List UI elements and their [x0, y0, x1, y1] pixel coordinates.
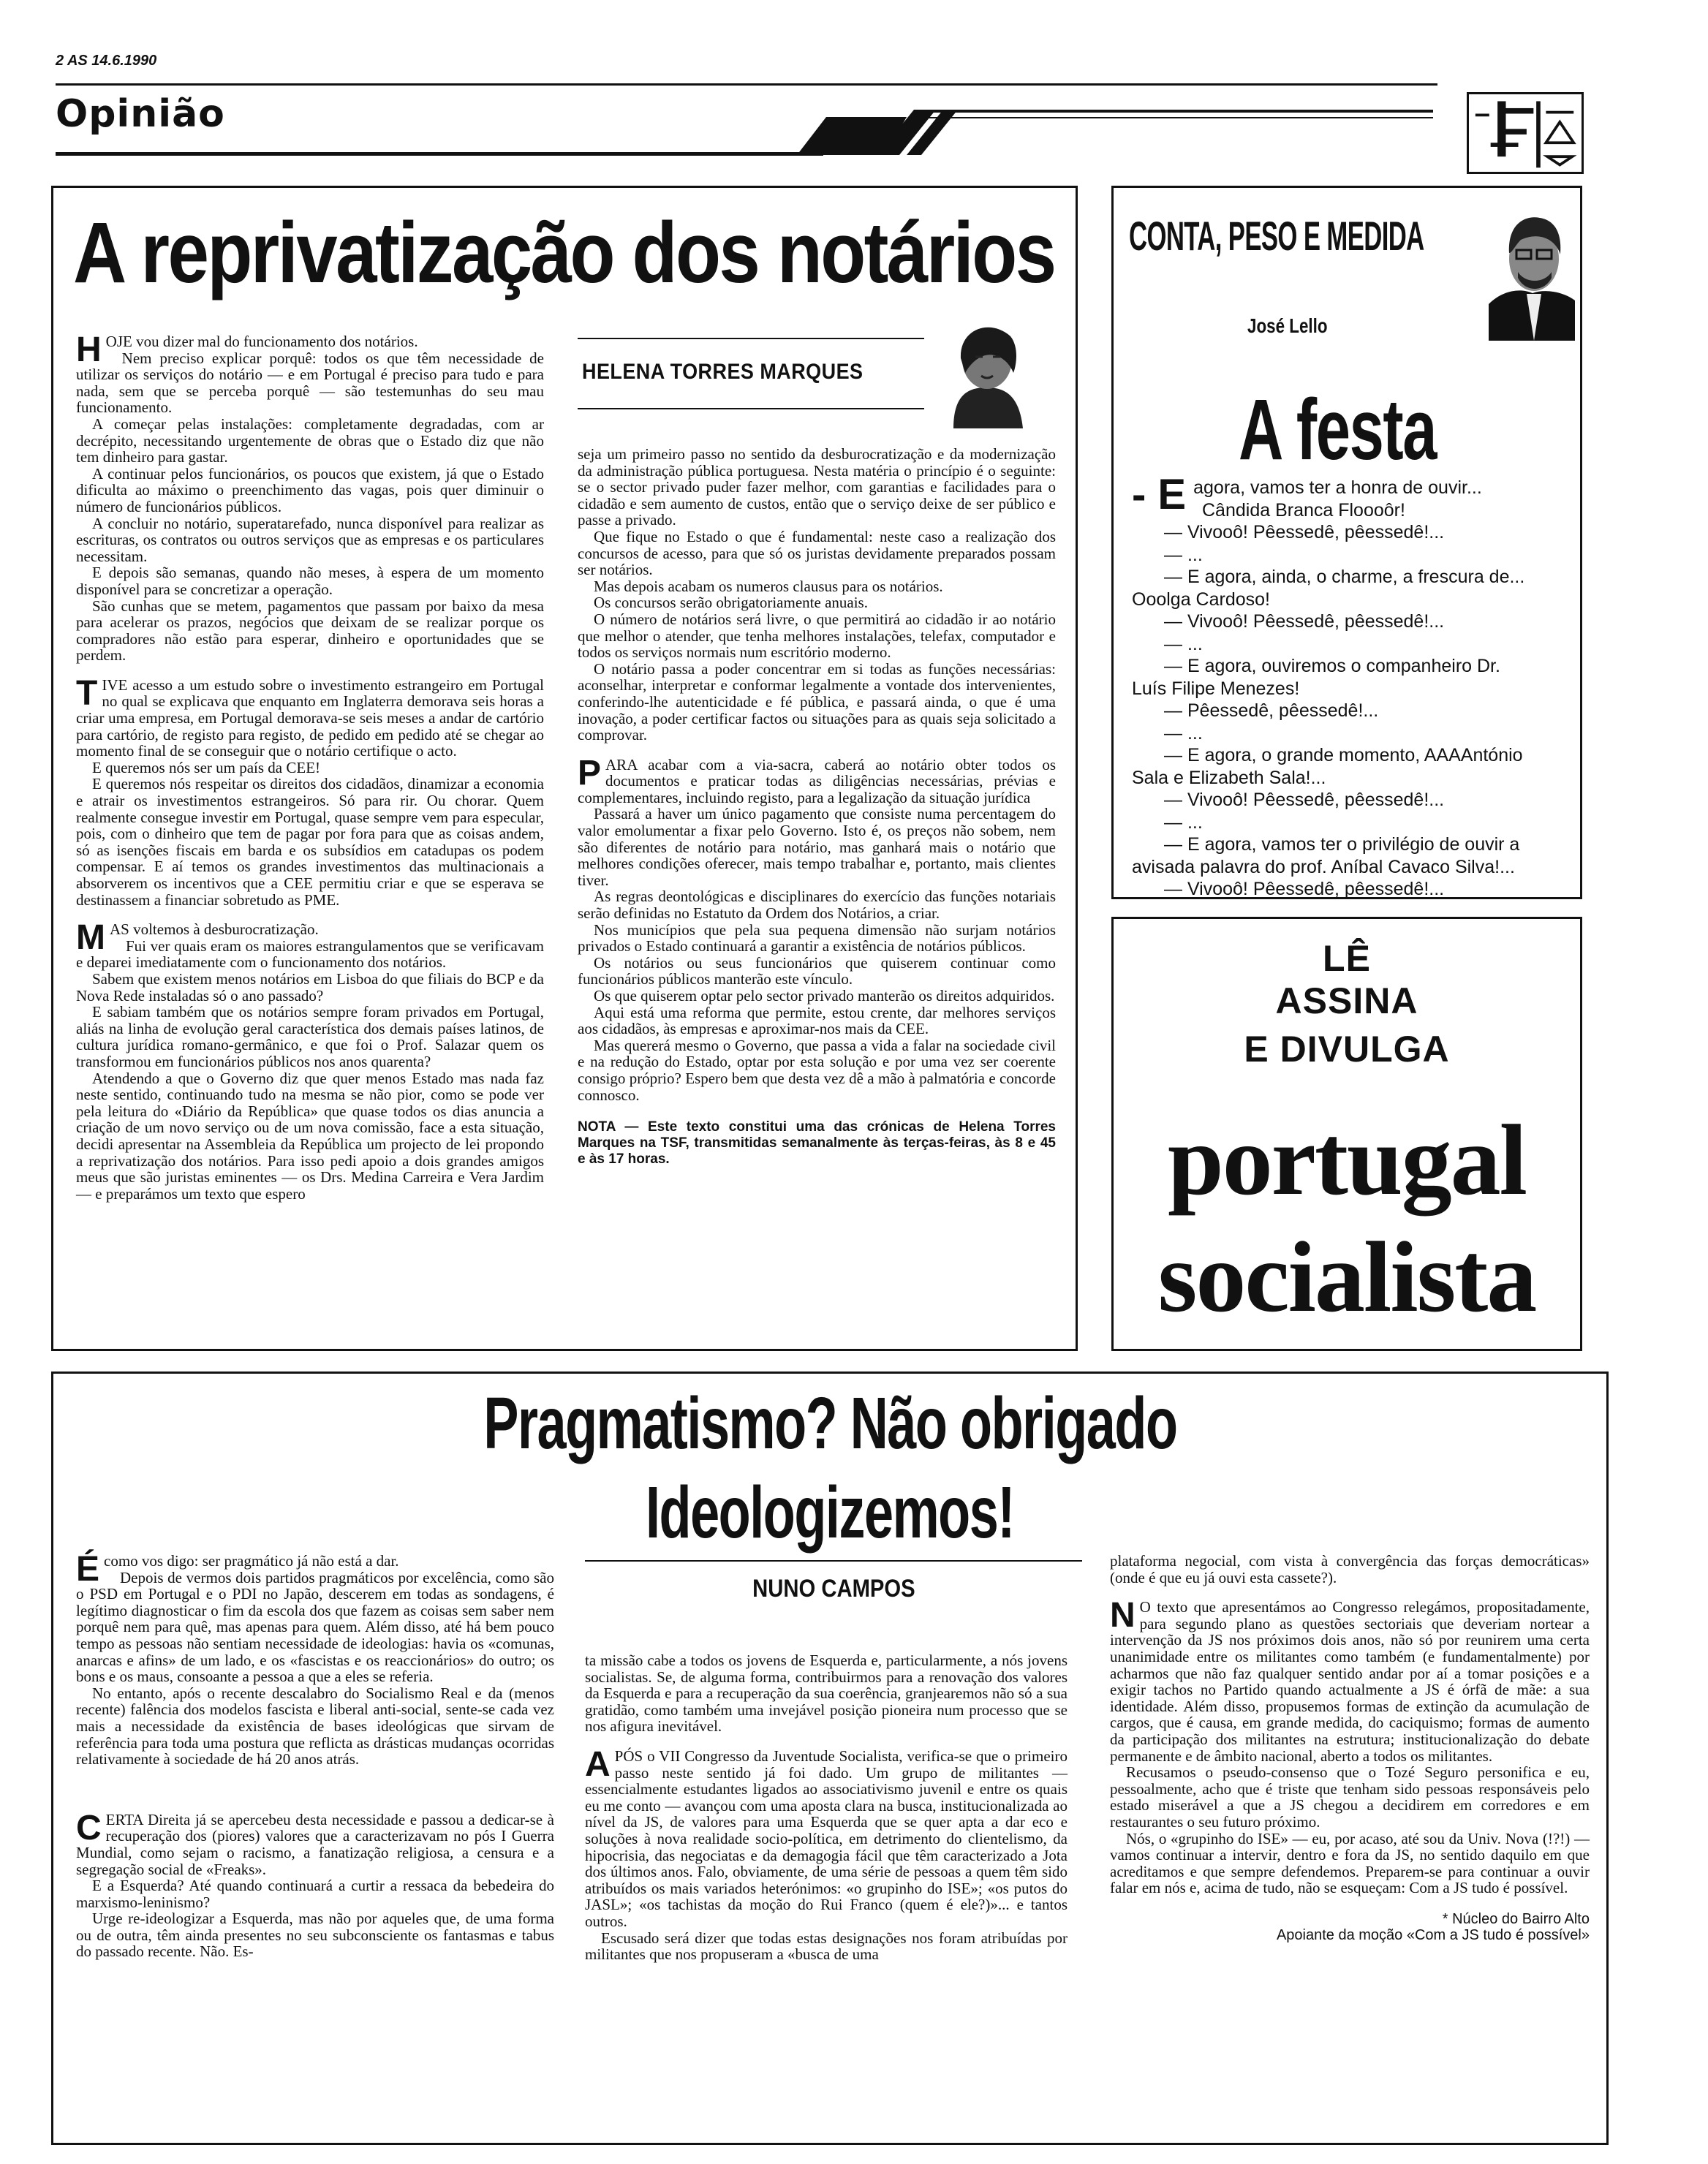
paragraph [76, 466, 544, 515]
paragraph [76, 564, 544, 597]
column-body-line [1132, 744, 1578, 767]
paragraph-text: ARA acabar com a via-sacra, caberá ao notário obter todos os documentos e praticar todas as diligências necessárias, prévias e complementares, incluindo registo, para a legalização da situação jurídica [578, 755, 1056, 806]
line-text: — ... [1164, 812, 1203, 833]
article-bottom-byline: NUNO CAMPOS [752, 1575, 915, 1603]
paragraph-text: E queremos nós ser um país da CEE! [92, 758, 321, 776]
paragraph [585, 1744, 1068, 1930]
paragraph-text: O número de notários será livre, o que permitirá ao cidadão ir ao notário que melhor o atender, que tenha melhores instalações, telefax, computador e todos os serviços normais num escritório moderno. [578, 610, 1056, 662]
paragraph [578, 888, 1056, 921]
paragraph-text: A concluir no notário, superatarefado, nunca disponível para realizar as escrituras, os contratos ou outros serviços que as empresas e os particulares necessitam. [76, 514, 544, 565]
paragraph [585, 1930, 1068, 1963]
column-headline: A festa [1239, 382, 1437, 478]
issue-date: 2 AS 14.6.1990 [56, 53, 157, 69]
paragraph [76, 598, 544, 664]
paragraph [76, 1910, 554, 1960]
line-text: — E agora, ouviremos o companheiro Dr. [1164, 656, 1500, 676]
paragraph [76, 1877, 554, 1910]
article-main-byline: HELENA TORRES MARQUES [582, 360, 864, 384]
paragraph-text: ta missão cabe a todos os jovens de Esquerda e, particularmente, a nós jovens socialistas. Se, de alguma forma, contribuirmos para a renovação dos valores da Esquerda e para a recuperação da sua coerência, granjearemos não só a sua gratidão, como também uma invejável posição pioneira num processo que se nos afigura inevitável. [585, 1652, 1068, 1736]
line-text: — Vivooô! Pêessedê, pêessedê!... [1164, 790, 1445, 810]
line-text: — ... [1164, 633, 1203, 654]
paragraph [578, 661, 1056, 744]
paragraph-text: Passará a haver um único pagamento que consiste numa percentagem do valor emolumentar a fixar pelo Governo. Isto é, os preços não sobem, nem são diferentes de notário para notário, mas ganhará mais o notário que melhores condições oferecer, mais tempo trabalhar e, portanto, mais clientes tiver. [578, 805, 1056, 889]
line-text: Luís Filipe Menezes! [1132, 678, 1300, 699]
paragraph-text: Os notários ou seus funcionários que quiserem continuar como funcionários públicos manterão este vínculo. [578, 953, 1056, 988]
drop-cap: M [76, 918, 105, 958]
line-text: — Pêessedê, pêessedê!... [1164, 700, 1379, 721]
column-body-line [1132, 812, 1578, 834]
line-text: Cândida Branca Floooôr! [1202, 499, 1405, 521]
paragraph-text: E a Esquerda? Até quando continuará a curtir a ressaca da bebedeira do marxismo-leninismo? [76, 1877, 554, 1911]
column-body-line [1132, 856, 1578, 879]
paragraph [585, 1652, 1068, 1735]
drop-cap: H [76, 330, 102, 369]
paragraph [76, 515, 544, 565]
paragraph [76, 1550, 554, 1589]
line-text: — E agora, o grande momento, AAAAntónio [1164, 745, 1523, 765]
paragraph-text: A começar pelas instalações: completamente degradadas, com ar decrépito, necessitando urgentemente de obras que o Estado diz que não tem dinheiro para gastar. [76, 415, 544, 466]
paragraph-text: Nós, o «grupinho do ISE» — eu, por acaso, até sou da Univ. Nova (!?!) — vamos continuar a intervir, dentro e fora da JS, no sentido daquilo em que acreditamos e que sempre defendemos. Preparem-se para continuar a ouvir falar em nós e, acima de tudo, não se esqueçam: Com a JS tudo é possível. [1110, 1829, 1590, 1897]
column-body-line [1132, 610, 1578, 633]
column-body-line [1132, 722, 1578, 745]
column-body-line [1132, 544, 1578, 567]
author-signature: Apoiante da moção «Com a JS tudo é possível» [1276, 1927, 1590, 1944]
headline-line-2: Ideologizemos! [646, 1472, 1014, 1554]
line-text: agora, vamos ter a honra de ouvir... [1193, 477, 1482, 498]
paragraph [76, 1004, 544, 1070]
promo-masthead-socialista: socialista [1157, 1221, 1536, 1333]
newspaper-logo-icon [1467, 92, 1584, 174]
paragraph [76, 971, 544, 1004]
paragraph [578, 529, 1056, 578]
header-double-rule [921, 110, 1433, 113]
author-photo-jose-lello [1489, 202, 1575, 341]
section-title: Opinião [56, 92, 225, 136]
column-body-line [1132, 521, 1578, 544]
paragraph-text: São cunhas que se metem, pagamentos que passam por baixo da mesa para acelerar os prazos, negócios que deixam de se realizar porque os compradores não estão para esperar, dinheiro e oportunidades que se perdem. [76, 597, 544, 665]
headline-line-1: Pragmatismo? Não obrigado [483, 1382, 1177, 1464]
article-main-headline: A reprivatização dos notários [73, 205, 1055, 301]
paragraph-text: Os concursos serão obrigatoriamente anuais. [594, 594, 868, 612]
paragraph-text: E depois são semanas, quando não meses, à espera de um momento disponível para se concretizar a operação. [76, 564, 544, 598]
paragraph-text: Aqui está uma reforma que permite, estou crente, dar melhores serviços aos cidadãos, às empresas e aproximar-nos mais da CEE. [578, 1003, 1056, 1038]
paragraph [76, 760, 544, 776]
drop-cap: É [76, 1550, 100, 1589]
paragraph-text: IVE acesso a um estudo sobre o investimento estrangeiro em Portugal no qual se explicava que enquanto em Inglaterra demorava seis horas a criar uma empresa, em Portugal demorava-se seis meses a andar de cartório para cartório, de registo para registo, de pedido em pedido até se chegar ao momento final de se conseguir que o notário certifique o acto. [76, 676, 544, 760]
paragraph [76, 350, 544, 416]
paragraph-text: OJE vou dizer mal do funcionamento dos notários. [105, 333, 418, 350]
drop-cap: P [578, 753, 602, 792]
column-body-line [1132, 499, 1578, 522]
paragraph [76, 1570, 554, 1685]
article-bottom-headline [51, 1379, 1609, 1557]
promo-line-share: E DIVULGA [1244, 1029, 1450, 1070]
paragraph-text: PÓS o VII Congresso da Juventude Socialista, verifica-se que o primeiro passo neste sentido já foi dado. Um grupo de militantes — essencialmente estudantes ligados ao associativismo juvenil e entre os quais eu me conto — avançou com uma aposta clara na busca, institucionalizada ao nível da JS, de valores para uma Esquerda que se quer apta a dar eco e soluções à nova realidade socio-política, em detrimento do clientelismo, da hipocrisia, das negociatas e da demagogia fácil que têm caracterizado a Jota dos últimos anos. Falo, obviamente, de uma série de pessoas a quem têm sido atribuídos os mais variados heterónimos: «o grupinho do ISE»; «os putos do JASL»; «os tachistas da moção do Rui Franco (quem é ele?)»... e tantos outros. [585, 1747, 1068, 1930]
paragraph-text: Recusamos o pseudo-consenso que o Tozé Seguro personifica e eu, pessoalmente, acho que é triste que tenham sido pessoas responsáveis pelo estado miserável a que a JS chegou a decidirem em corredores e em restaurantes o seu futuro próximo. [1110, 1763, 1590, 1831]
paragraph-text: A continuar pelos funcionários, os poucos que existem, já que o Estado dificulta ao máximo o preenchimento das vagas, pois quer diminuir o número de funcionários públicos. [76, 464, 544, 515]
paragraph [578, 955, 1056, 988]
paragraph [76, 1070, 544, 1203]
author-signature: * Núcleo do Bairro Alto [1442, 1910, 1590, 1927]
promo-line-subscribe: ASSINA [1275, 980, 1418, 1021]
paragraph [578, 1005, 1056, 1037]
paragraph-text: Atendendo a que o Governo diz que quer menos Estado mas nada faz neste sentido, continuando tudo na mesma se não pior, como se pode ver pela leitura do «Diário da República» que quase todos os dias anuncia a criação de um novo serviço ou de um nova comissão, face a esta situação, decidi apresentar na Assembleia da República um projecto de lei propondo a reprivatização dos notários. Para isso pedi apoio a dois grandes amigos meus que são juristas eminentes — os Drs. Medina Carreira e Vera Jardim — e preparámos um texto que espero [76, 1069, 544, 1203]
promo-masthead-portugal: portugal [1167, 1104, 1527, 1216]
article-bottom-column-2 [585, 1652, 1068, 2135]
paragraph [76, 416, 544, 466]
line-text: — ... [1164, 722, 1203, 744]
paragraph [1110, 1764, 1590, 1830]
paragraph-text: E sabiam também que os notários sempre foram privados em Portugal, aliás na linha de evolução geral característica dos demais países latinos, de cultura jurídica romano-germânico, e que foi o Prof. Salazar quem os transformou em funcionários públicos nos anos quarenta? [76, 1003, 544, 1070]
byline-rule [585, 1560, 1082, 1562]
paragraph [76, 776, 544, 908]
drop-cap: A [585, 1744, 611, 1784]
paragraph [1110, 1596, 1590, 1765]
header-rule [56, 83, 1437, 86]
header-underline [56, 152, 823, 156]
paragraph [76, 330, 544, 369]
column-body-line [1132, 566, 1578, 589]
paragraph-text: ERTA Direita já se apercebeu desta necessidade e passou a dedicar-se à recuperação dos (piores) valores que a caracterizavam no pós I Guerra Mundial, como sejam o racismo, a fanatização religiosa, a censura e a segregação social de «Freaks». [76, 1810, 554, 1878]
column-kicker: CONTA, PESO E MEDIDA [1129, 213, 1424, 259]
byline-rule [578, 338, 958, 339]
header-double-rule-thin [921, 117, 1433, 118]
article-main-column-1 [76, 330, 544, 1335]
author-photo-helena-torres-marques [924, 314, 1048, 428]
drop-cap: - E [1132, 471, 1187, 518]
paragraph-text: Depois de vermos dois partidos pragmáticos por excelência, como são o PSD em Portugal e o PDI no Japão, descerem em todas as sondagens, é legítimo diagnosticar o fim da escola dos que fazem as coisas sem saber nem porquê nem para quê, mas apenas para quem. Além disso, até há bem pouco tempo as pessoas não sentiam necessidade de ideologias: havia os «comunas, anarcas e afins» de um lado, e os «fascistas e os reaccionários» do outro; os bons e os maus, consoante a pessoa a que a eles se referia. [76, 1568, 554, 1686]
article-note: NOTA — Este texto constitui uma das crónicas de Helena Torres Marques na TSF, transmitidas semanalmente às terças-feiras, às 8 e 45 e às 17 horas. [578, 1119, 1056, 1168]
column-body-line [1132, 878, 1578, 901]
column-body-line [1132, 833, 1578, 856]
paragraph [1110, 1831, 1590, 1896]
paragraph [578, 594, 1056, 611]
article-bottom-column-1 [76, 1550, 554, 2130]
paragraph-text: Escusado será dizer que todas estas designações nos foram atribuídas por militantes que nos propuseram a «busca de uma [585, 1929, 1068, 1964]
line-text: Ooolga Cardoso! [1132, 589, 1271, 610]
paragraph [76, 673, 544, 760]
paragraph-text: E queremos nós respeitar os direitos dos cidadãos, dinamizar a economia e atrair os investimentos estrangeiros. Só para rir. Ou chorar. Quem realmente consegue investir em Portugal, quase sempre vem para especular, pois, com o dinheiro que tem de pagar por fora para que as coisas andem, só as isenções fiscais em barda e os subsídios em catadupas os podem compensar. E aí temos os grandes investimentos das multinacionais a absorverem os incentivos que a CEE permitiu criar e que se esperava se destinassem a financiar sobretudo as PME. [76, 775, 544, 909]
promo-line-read: LÊ [1323, 938, 1371, 979]
paragraph [1110, 1553, 1590, 1586]
line-text: — Vivooô! Pêessedê, pêessedê!... [1164, 522, 1445, 542]
paragraph [578, 578, 1056, 595]
paragraph-text: plataforma negocial, com vista à convergência das forças democráticas» (onde é que eu já ouvi esta cassete?). [1110, 1552, 1590, 1586]
article-bottom-column-3 [1110, 1553, 1590, 2138]
column-body-line [1132, 678, 1578, 700]
column-body [1132, 471, 1578, 901]
line-text: — Vivooô! Pêessedê, pêessedê!... [1164, 879, 1445, 899]
article-main-column-2 [578, 446, 1056, 1345]
paragraph-text: As regras deontológicas e disciplinares do exercício das funções notariais serão definidas no Estatuto da Ordem dos Notários, a criar. [578, 888, 1056, 923]
line-text: — E agora, vamos ter o privilégio de ouvir a [1164, 834, 1520, 855]
paragraph [578, 753, 1056, 806]
paragraph [76, 938, 544, 971]
line-text: — Vivooô! Pêessedê, pêessedê!... [1164, 611, 1445, 632]
paragraph [578, 446, 1056, 529]
paragraph [578, 806, 1056, 888]
paragraph-text: Os que quiserem optar pelo sector privado manterão os direitos adquiridos. [594, 987, 1055, 1005]
paragraph-text: Mas depois acabam os numeros clausus para os notários. [594, 577, 943, 595]
line-text: avisada palavra do prof. Aníbal Cavaco Silva!... [1132, 856, 1515, 877]
paragraph-text: No entanto, após o recente descalabro do Socialismo Real e da (menos recente) falência dos modelos fascista e liberal anti-social, sente-se cada vez mais a necessidade da existência de bases ideológicas que sirvam de referência para toda uma postura que reflicta as drásticas mudanças ocorridas relativamente à sociedade de há 20 anos atrás. [76, 1684, 554, 1768]
column-body-line [1132, 655, 1578, 678]
drop-cap: N [1110, 1596, 1135, 1635]
paragraph-text: AS voltemos à desburocratização. [109, 920, 319, 939]
paragraph-text: O texto que apresentámos ao Congresso relegámos, propositadamente, para segundo plano as questões sectoriais que deveriam nortear a intervenção da JS nos próximos dois anos, não só por reunirem uma certa unanimidade entre os militantes como também (e fundamentalmente) por acharmos que não faz qualquer sentido andar por aí a tomar posições e a exigir tachos no Partido quando actualmente a JS é órfã de mãe: a sua identidade. Além disso, propusemos formas de extinção da acumulação de cargos, que é causa, em grande medida, do caciquismo; formas de aumento da participação dos militantes na estrutura; institucionalização do debate permanente e de âmbito nacional, aberto a todos os militantes. [1110, 1598, 1590, 1765]
paragraph-text: Nem preciso explicar porquê: todos os que têm necessidade de utilizar os serviços do notário — e em Portugal é preciso para tudo e para nada, sem que se perceba porquê — são testemunhas do seu mau funcionamento. [76, 349, 544, 417]
line-text: — E agora, ainda, o charme, a frescura de... [1164, 567, 1525, 587]
paragraph [76, 1685, 554, 1768]
paragraph-text: Fui ver quais eram os maiores estrangulamentos que se verificavam e deparei imediatamente com o funcionamento dos notários. [76, 937, 544, 972]
paragraph-text: como vos digo: ser pragmático já não está a dar. [104, 1552, 399, 1570]
paragraph-text: Nos municípios que pela sua pequena dimensão não surjam notários privados o Estado continuará a garantir a existência de notários públicos. [578, 920, 1056, 956]
paragraph-text: Que fique no Estado o que é fundamental: neste caso a realização dos concursos de acesso, para que só os juristas devidamente preparados possam ser notários. [578, 527, 1056, 579]
drop-cap: T [76, 673, 98, 713]
paragraph-text: Mas quererá mesmo o Governo, que passa a vida a falar na sociedade civil e na redução do Estado, optar por esta solução e por uma vez ser coerente consigo próprio? Espero bem que desta vez dê a mão à palmatória e concorde connosco. [578, 1036, 1056, 1104]
paragraph [578, 1037, 1056, 1103]
paragraph-text: Sabem que existem menos notários em Lisboa do que filiais do BCP e da Nova Rede instaladas só o ano passado? [76, 969, 544, 1005]
paragraph [578, 922, 1056, 955]
column-body-line [1132, 589, 1578, 611]
paragraph-text: Urge re-ideologizar a Esquerda, mas não por aqueles que, de uma forma ou de outra, têm ainda presentes no seu subconsciente os fantasmas e tabus do passado recente. Não. Es- [76, 1910, 554, 1961]
drop-cap: C [76, 1808, 102, 1847]
paragraph [578, 988, 1056, 1005]
column-author: José Lello [1247, 314, 1328, 337]
column-body-line [1132, 789, 1578, 812]
paragraph [578, 611, 1056, 661]
column-body-line [1132, 633, 1578, 656]
column-body-line [1132, 767, 1578, 790]
line-text: Sala e Elizabeth Sala!... [1132, 767, 1326, 788]
paragraph [76, 1808, 554, 1878]
column-body-line [1132, 700, 1578, 722]
line-text: — ... [1164, 544, 1203, 565]
paragraph-text: seja um primeiro passo no sentido da desburocratização e da modernização da administração pública portuguesa. Nesta matéria o princípio é o seguinte: se o sector privado puder fazer melhor, com garantias e facilidades para o cidadão e sem aumento de custos, então que o serviço deixe de ser público e passe a privado. [578, 445, 1056, 529]
paragraph-text: O notário passa a poder concentrar em si todas as funções necessárias: aconselhar, interpretar e conformar legalmente a vontade dos intervenientes, conferindo-lhe autenticidade e fé pública, e passará ainda, o que é uma inovação, a poder certificar factos ou situações para as quais seja solicitado a comprovar. [578, 659, 1056, 744]
